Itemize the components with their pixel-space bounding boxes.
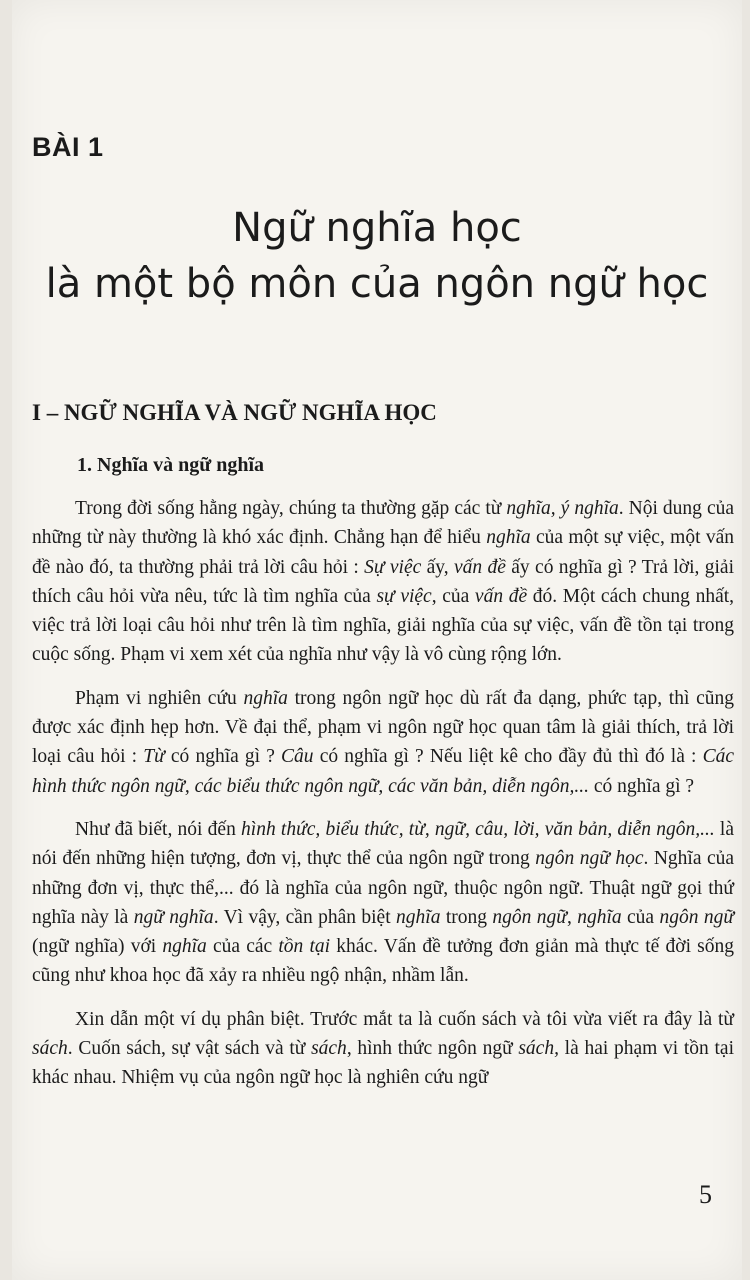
paragraph-1 (32, 494, 734, 670)
text-run: , (566, 906, 578, 928)
subsection-heading: 1. Nghĩa và ngữ nghĩa (77, 454, 265, 476)
text-run: của các (206, 936, 279, 958)
text-run: là hai phạm vi tồn tại khác nhau. Nhiệm vụ của ngôn ngữ học là nghiên cứu ngữ (32, 1038, 734, 1089)
chapter-title-line-1: Ngữ nghĩa học (232, 205, 522, 251)
text-run: . Vì vậy, cần phân biệt (213, 906, 397, 928)
text-run: có nghĩa gì ? (589, 775, 695, 797)
italic-run: sự việc (376, 585, 432, 607)
italic-run: sách (311, 1038, 347, 1060)
text-run: là nói đến những hiện tượng, đơn vị, thực thể của ngôn ngữ trong (32, 818, 734, 870)
italic-run: ngữ nghĩa (133, 906, 214, 928)
text-run: ấy, (421, 556, 454, 578)
text-run: có nghĩa gì ? (164, 746, 282, 768)
text-run: của một sự việc, một vấn đề nào đó, ta thường phải trả lời câu hỏi : (32, 527, 734, 578)
text-run: có nghĩa gì ? Nếu liệt kê cho đầy đủ thì đó là : (313, 746, 703, 768)
text-run: , của (431, 585, 475, 607)
italic-run: nghĩa (396, 906, 441, 928)
chapter-title-line-2: là một bộ môn của ngôn ngữ học (45, 261, 709, 307)
text-run: Phạm vi nghiên cứu (75, 687, 244, 709)
lesson-label: BÀI 1 (32, 132, 104, 162)
italic-run: ngôn ngữ học (535, 848, 644, 870)
text-run: Trong đời sống hằng ngày, chúng ta thường gặp các từ (75, 498, 507, 519)
italic-run: sách (32, 1038, 68, 1060)
paragraph-4 (32, 1005, 734, 1093)
italic-run: nghĩa (577, 906, 622, 928)
text-run: Xin dẫn một ví dụ phân biệt. Trước mắt ta là cuốn sách và tôi vừa viết ra đây là từ (75, 1008, 734, 1030)
text-run: đó. Một cách chung nhất, việc trả lời loại câu hỏi như trên là tìm nghĩa, giải nghĩa của sự việc, vấn đề tồn tại trong cuộc sống. Phạm vi xem xét của nghĩa như vậy là vô cùng rộng lớn. (32, 585, 735, 666)
text-run: . Cuốn sách, sự vật sách và từ (67, 1038, 312, 1060)
italic-run: ngôn ngữ (659, 906, 734, 928)
italic-run: nghĩa (486, 527, 531, 549)
italic-run: Các hình thức ngôn ngữ, các biểu thức ngôn ngữ, các văn bản, diễn ngôn,... (32, 746, 734, 797)
italic-run: vấn đề (474, 585, 528, 607)
text-run: trong (440, 906, 493, 928)
italic-run: nghĩa, ý nghĩa (506, 498, 619, 519)
italic-run: hình thức, biểu thức, từ, ngữ, câu, lời, văn bản, diễn ngôn,... (241, 818, 715, 840)
paragraph-2 (32, 684, 734, 801)
italic-run: nghĩa (162, 936, 207, 958)
text-run: . Nội dung của những từ này thường là khó xác định. Chẳng hạn để hiểu (32, 498, 734, 549)
chapter-title (12, 200, 742, 312)
section-heading: I – NGỮ NGHĨA VÀ NGỮ NGHĨA HỌC (32, 400, 437, 425)
text-run: . Nghĩa của những đơn vị, thực thể,... đó là nghĩa của ngôn ngữ, thuộc ngôn ngữ. Thuật ngữ gọi thứ nghĩa này là (32, 848, 734, 928)
italic-run: ngôn ngữ (492, 906, 567, 928)
italic-run: Từ (143, 746, 165, 768)
text-run: (ngữ nghĩa) với (32, 936, 163, 958)
italic-run: Câu (281, 746, 314, 768)
body-text (32, 494, 734, 1107)
italic-run: tồn tại (278, 936, 331, 958)
text-run: của (621, 906, 660, 928)
text-run: trong ngôn ngữ học dù rất đa dạng, phức tạp, thì cũng được xác định hẹp hơn. Về đại thể, phạm vi ngôn ngữ học quan tâm là giải thích, trả lời loại câu hỏi : (32, 687, 734, 768)
italic-run: nghĩa (243, 687, 288, 709)
text-run: ấy có nghĩa gì ? Trả lời, giải thích câu hỏi vừa nêu, tức là tìm nghĩa của (32, 556, 734, 607)
italic-run: vấn đề (454, 556, 506, 578)
text-run: , hình thức ngôn ngữ (346, 1038, 519, 1060)
italic-run: sách, (518, 1038, 559, 1060)
italic-run: Sự việc (364, 556, 422, 578)
text-run: Như đã biết, nói đến (75, 818, 242, 840)
page-number: 5 (699, 1180, 712, 1209)
paragraph-3 (32, 815, 734, 991)
text-run: khác. Vấn đề tưởng đơn giản mà thực tế đời sống cũng như khoa học đã xảy ra nhiều ngộ nhận, nhầm lẫn. (32, 936, 735, 987)
book-page (12, 0, 742, 1280)
